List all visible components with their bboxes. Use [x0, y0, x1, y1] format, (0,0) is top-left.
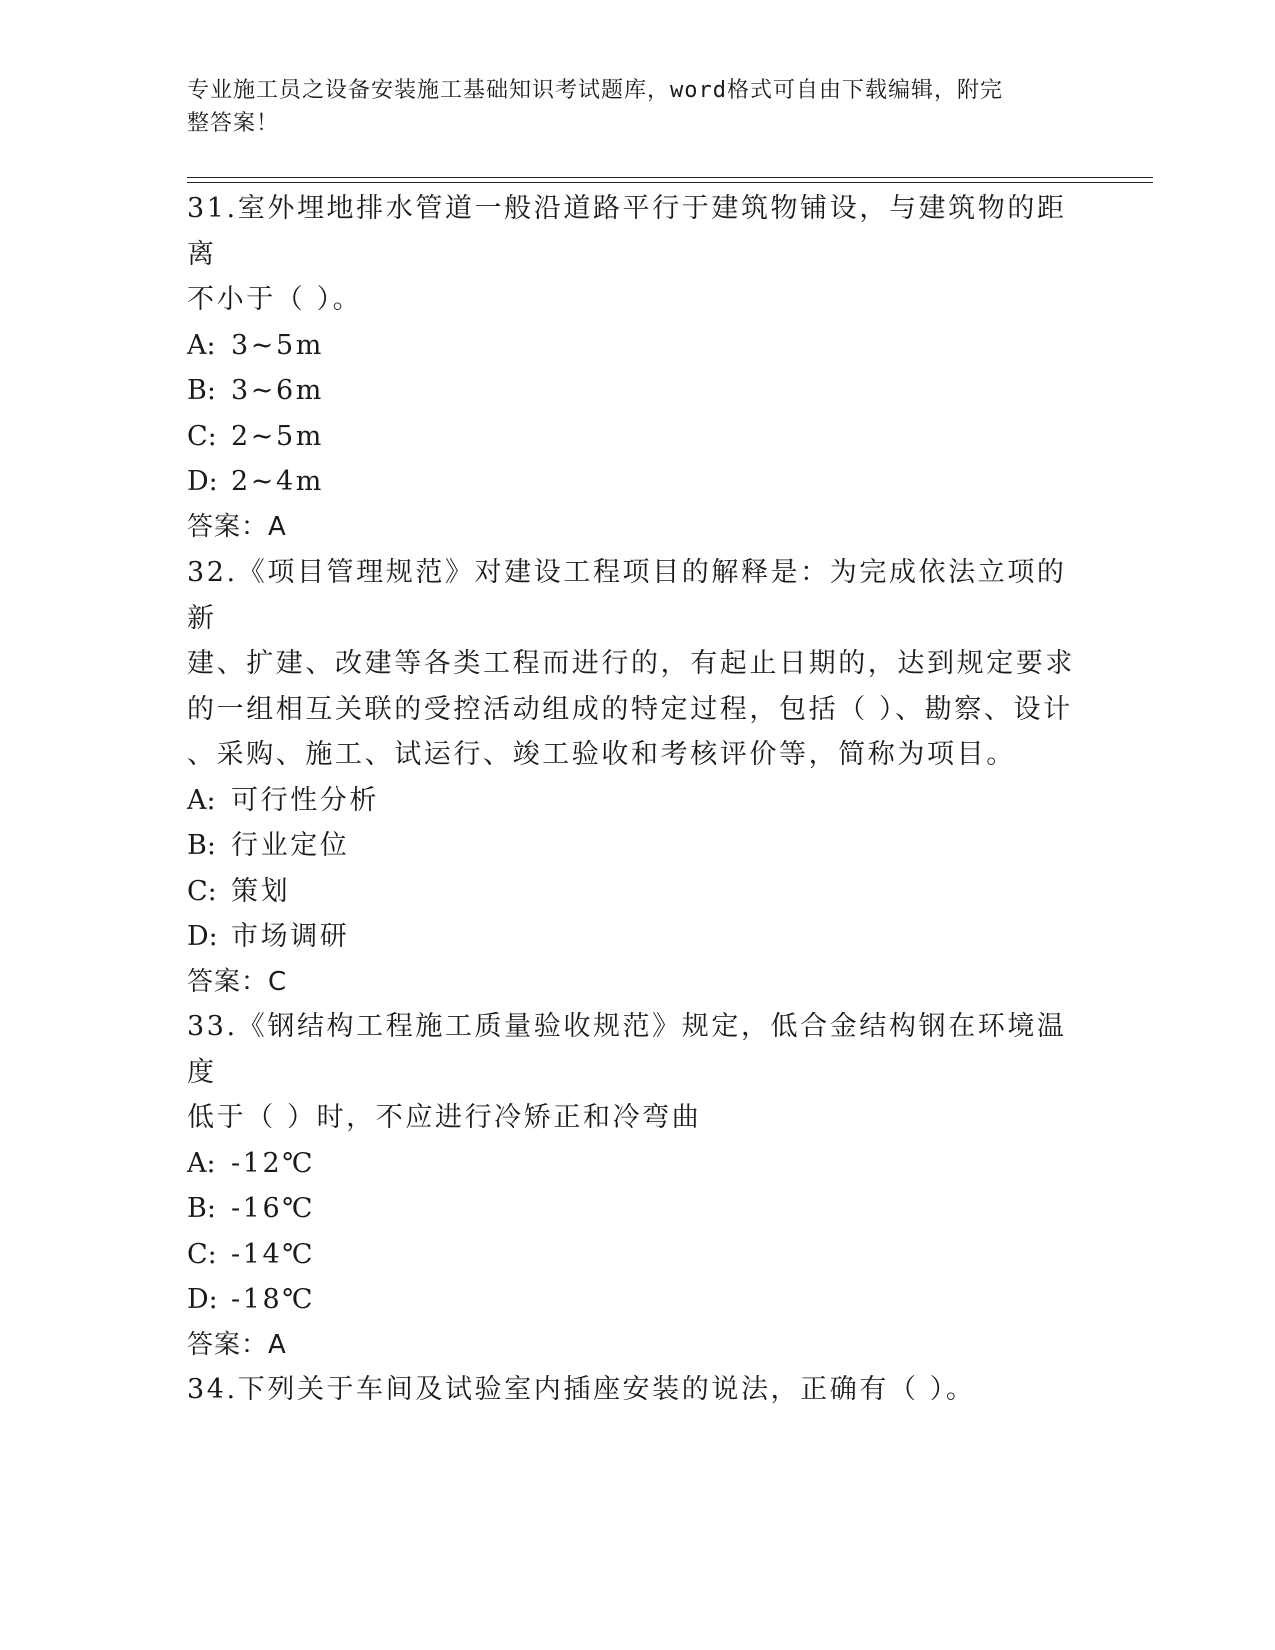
question-31	[187, 186, 1087, 550]
question-text-line: 34.下列关于车间及试验室内插座安装的说法，正确有（ ）。	[187, 1374, 976, 1405]
option-c	[187, 869, 1087, 915]
option-a	[187, 1141, 1087, 1187]
option-value: -12℃	[231, 1147, 316, 1179]
question-text-line: 33.《钢结构工程施工质量验收规范》规定，低合金结构钢在环境温度	[187, 1011, 1067, 1088]
option-value: 策划	[231, 875, 291, 907]
option-value: 行业定位	[231, 830, 350, 861]
option-letter: D:	[187, 1284, 218, 1315]
question-text-line: 不小于（ ）。	[187, 284, 363, 315]
answer: 答案：A	[187, 1329, 287, 1360]
option-value: 2~4m	[231, 466, 324, 497]
option-a	[187, 778, 1087, 824]
option-d	[187, 1277, 1087, 1323]
option-b	[187, 1186, 1087, 1232]
question-33	[187, 1004, 1087, 1368]
option-b	[187, 823, 1087, 869]
option-letter: B:	[187, 375, 216, 406]
option-letter: A:	[187, 329, 216, 361]
option-letter: D:	[187, 921, 218, 952]
option-b	[187, 368, 1087, 414]
answer: 答案：A	[187, 511, 287, 542]
option-value: -14℃	[231, 1238, 316, 1270]
question-32	[187, 550, 1087, 1005]
header-line-1: 专业施工员之设备安装施工基础知识考试题库，word格式可自由下载编辑，附完	[187, 78, 1003, 103]
option-c	[187, 414, 1087, 460]
option-value: 3~5m	[231, 329, 324, 361]
document-header	[187, 74, 1067, 140]
option-value: -16℃	[231, 1193, 316, 1224]
option-value: 可行性分析	[231, 784, 379, 816]
question-text-line: 、采购、施工、试运行、竣工验收和考核评价等，简称为项目。	[187, 739, 1016, 770]
question-text-line: 建、扩建、改建等各类工程而进行的，有起止日期的，达到规定要求	[187, 648, 1075, 679]
question-text-line: 的一组相互关联的受控活动组成的特定过程，包括（ ）、勘察、设计	[187, 693, 1073, 725]
question-34	[187, 1367, 1087, 1413]
header-divider-bottom	[187, 182, 1153, 183]
option-letter: A:	[187, 1147, 216, 1179]
option-letter: C:	[187, 1238, 217, 1270]
option-value: 3~6m	[231, 375, 324, 406]
option-value: 2~5m	[231, 420, 324, 452]
option-a	[187, 323, 1087, 369]
option-letter: B:	[187, 830, 216, 861]
answer: 答案：C	[187, 966, 288, 997]
question-text-line: 32.《项目管理规范》对建设工程项目的解释是：为完成依法立项的新	[187, 557, 1067, 634]
option-letter: A:	[187, 784, 216, 816]
header-line-2: 整答案！	[187, 111, 280, 136]
question-text-line: 低于（ ）时，不应进行冷矫正和冷弯曲	[187, 1102, 702, 1133]
header-divider-top	[187, 177, 1153, 178]
option-c	[187, 1232, 1087, 1278]
option-value: 市场调研	[231, 921, 350, 952]
option-value: -18℃	[231, 1284, 316, 1315]
option-letter: D:	[187, 466, 218, 497]
option-letter: B:	[187, 1193, 216, 1224]
option-d	[187, 459, 1087, 505]
question-text-line: 31.室外埋地排水管道一般沿道路平行于建筑物铺设，与建筑物的距离	[187, 193, 1067, 270]
option-d	[187, 914, 1087, 960]
option-letter: C:	[187, 875, 217, 907]
option-letter: C:	[187, 420, 217, 452]
